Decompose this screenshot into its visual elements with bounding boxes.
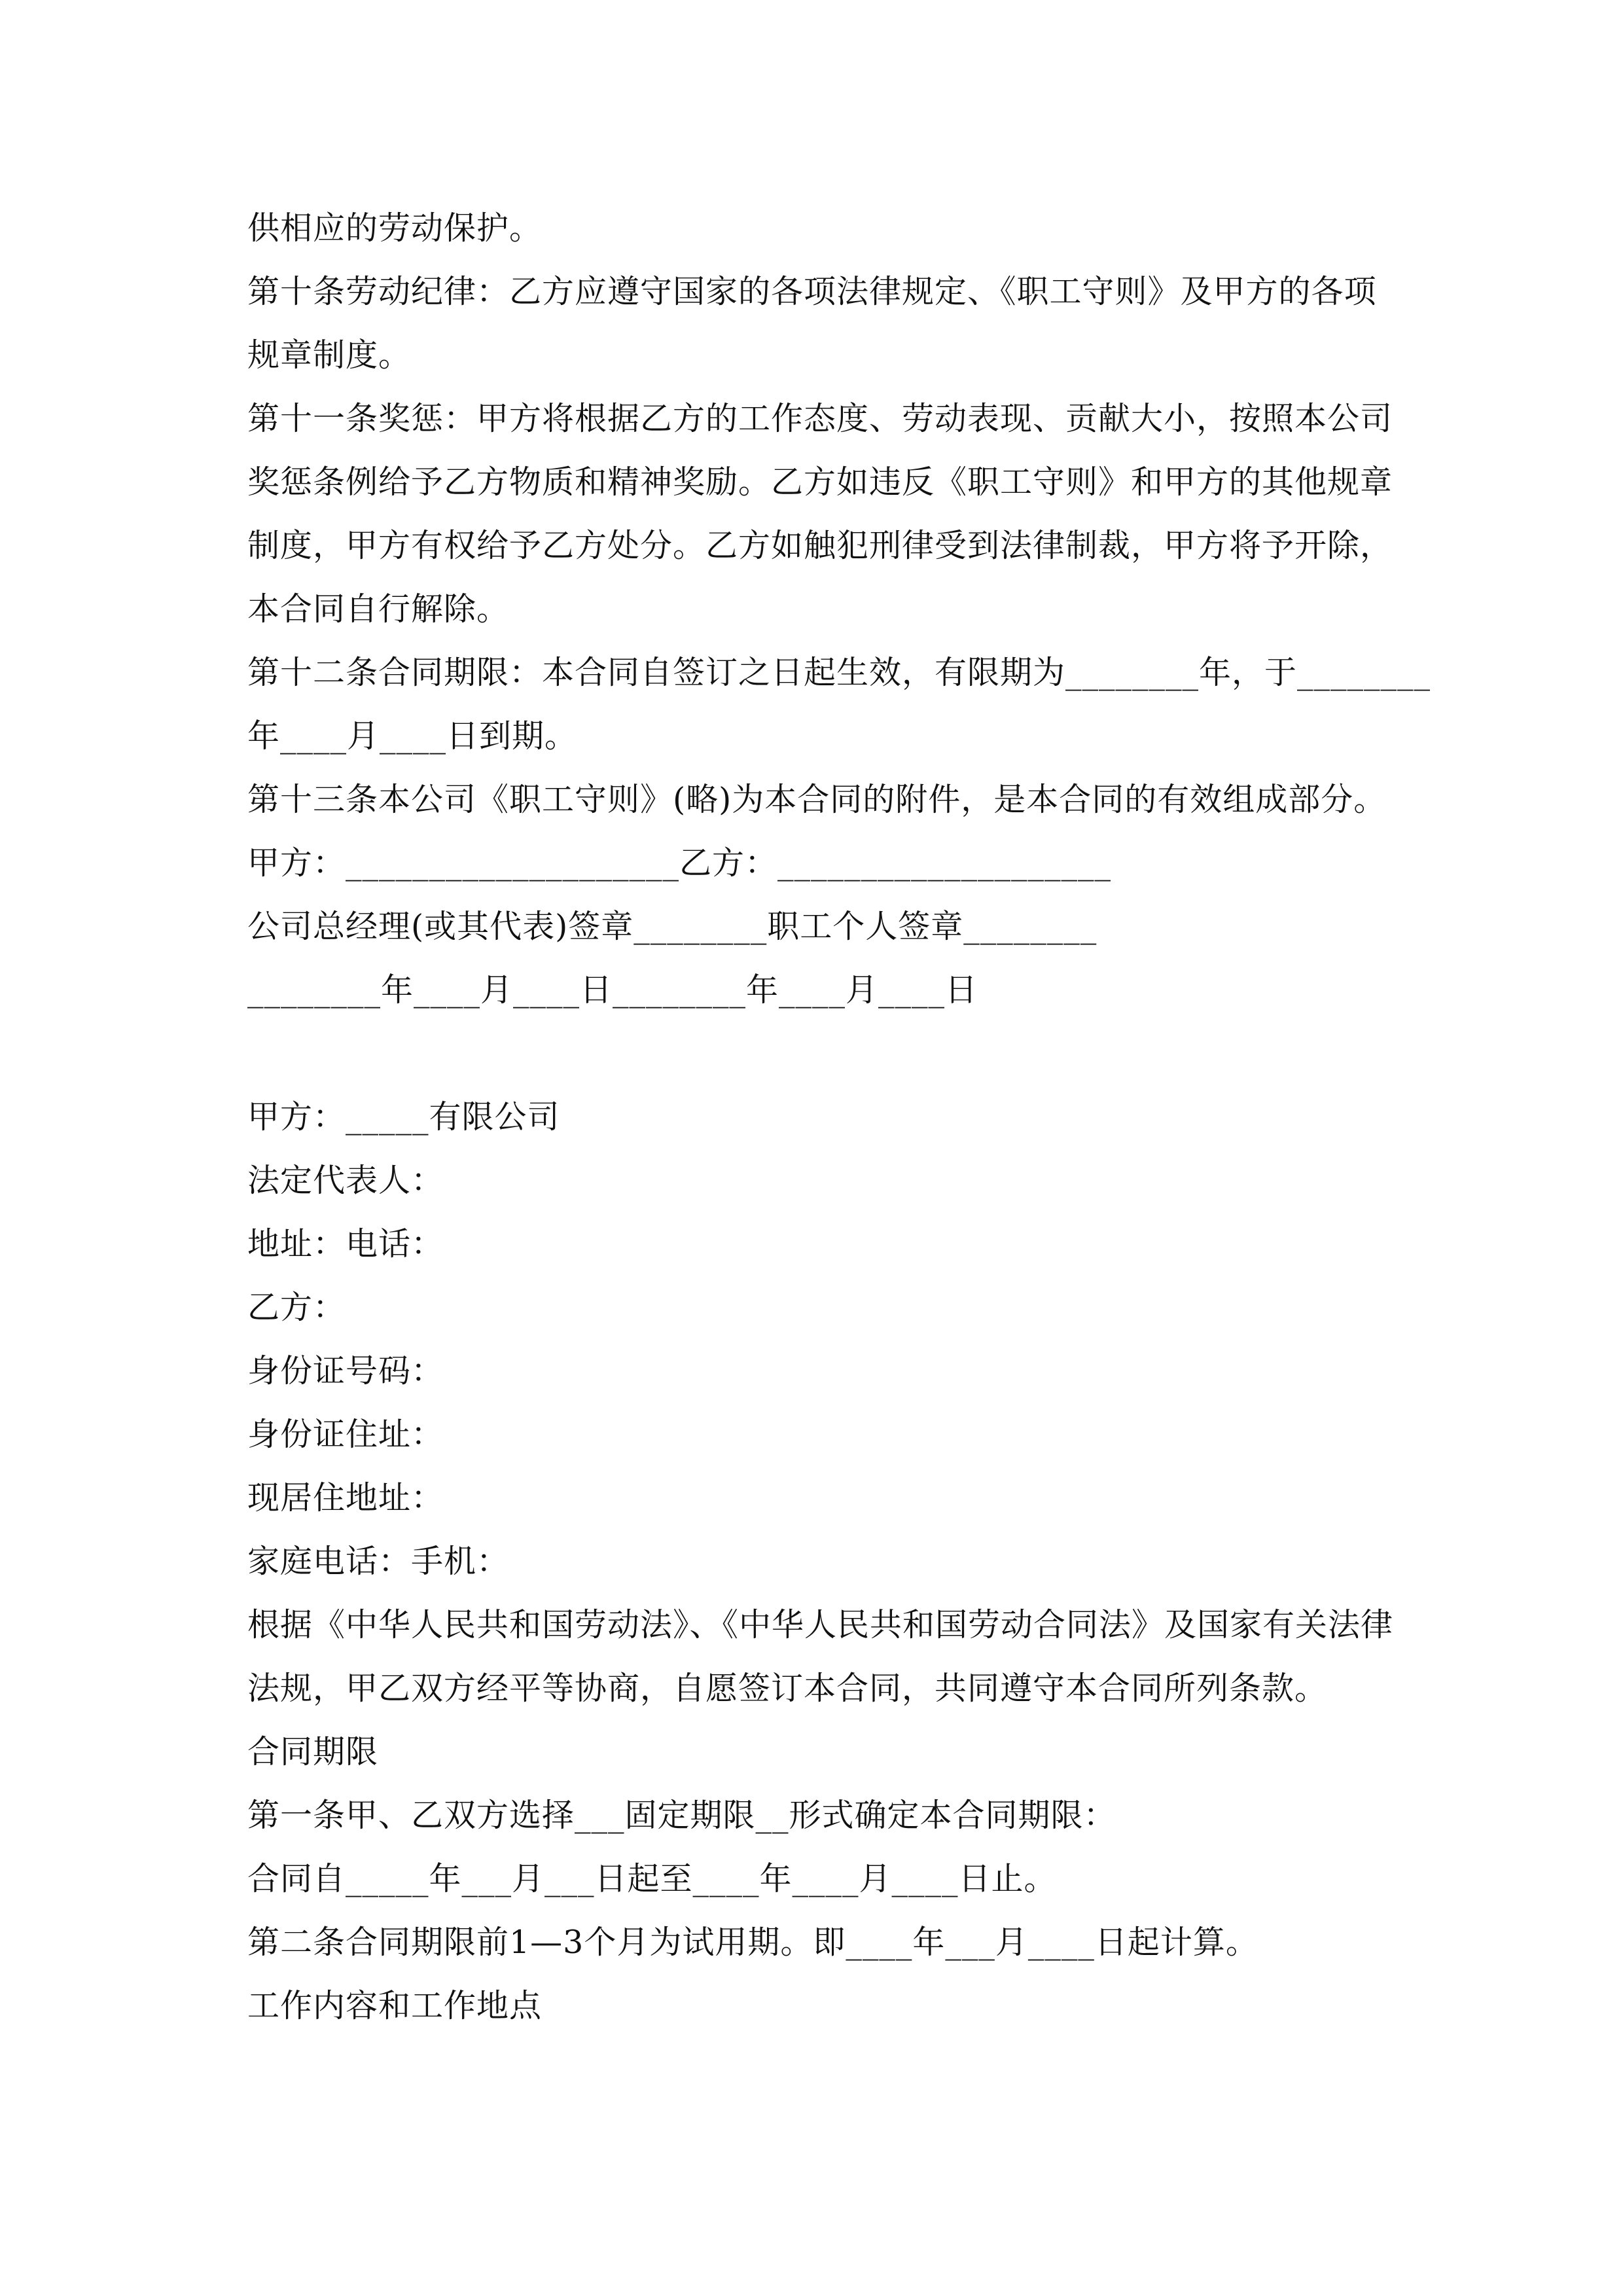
line-article-2: 第二条合同期限前1—3个月为试用期。即____年___月____日起计算。: [247, 1924, 1258, 1961]
line-article-12: 第十二条合同期限：本合同自签订之日起生效，有限期为________年，于________: [247, 654, 1431, 691]
section-heading-contract-term: 合同期限: [247, 1733, 379, 1770]
line-address-phone: 地址：电话：: [247, 1225, 444, 1263]
line-legal-rep: 法定代表人：: [247, 1162, 444, 1199]
line-party-signatures: 甲方：____________________乙方：____________________: [247, 844, 1112, 882]
line-article-13: 第十三条本公司《职工守则》(略)为本合同的附件，是本合同的有效组成部分。: [247, 781, 1387, 818]
line-protection-end: 供相应的劳动保护。: [247, 209, 543, 247]
line-preamble: 根据《中华人民共和国劳动法》、《中华人民共和国劳动合同法》及国家有关法律: [247, 1606, 1394, 1643]
line-article-11-cont-2: 制度，甲方有权给予乙方处分。乙方如触犯刑律受到法律制裁，甲方将予开除，: [247, 527, 1393, 564]
line-article-1: 第一条甲、乙双方选择___固定期限__形式确定本合同期限：: [247, 1797, 1116, 1834]
line-preamble-cont: 法规，甲乙双方经平等协商，自愿签订本合同，共同遵守本合同所列条款。: [247, 1670, 1328, 1707]
section-heading-work-content: 工作内容和工作地点: [247, 1987, 543, 2024]
line-contract-dates: 合同自_____年___月___日起至____年____月____日止。: [247, 1860, 1057, 1897]
line-signature-dates: ________年____月____日________年____月____日: [247, 971, 978, 1009]
line-article-10: 第十条劳动纪律：乙方应遵守国家的各项法律规定、《职工守则》及甲方的各项: [247, 273, 1377, 310]
line-article-12-cont: 年____月____日到期。: [247, 717, 578, 755]
line-party-b: 乙方：: [247, 1289, 346, 1326]
line-article-11-cont-1: 奖惩条例给予乙方物质和精神奖励。乙方如违反《职工守则》和甲方的其他规章: [247, 463, 1393, 501]
line-article-11: 第十一条奖惩：甲方将根据乙方的工作态度、劳动表现、贡献大小，按照本公司: [247, 400, 1393, 437]
line-seal-signatures: 公司总经理(或其代表)签章________职工个人签章________: [247, 908, 1097, 945]
line-id-address: 身份证住址：: [247, 1416, 444, 1453]
line-article-11-cont-3: 本合同自行解除。: [247, 590, 510, 628]
line-current-address: 现居住地址：: [247, 1479, 444, 1516]
line-home-mobile-phone: 家庭电话：手机：: [247, 1543, 510, 1580]
line-article-10-cont: 规章制度。: [247, 336, 412, 374]
line-party-a-company: 甲方：_____有限公司: [247, 1098, 560, 1136]
line-id-number: 身份证号码：: [247, 1352, 444, 1390]
